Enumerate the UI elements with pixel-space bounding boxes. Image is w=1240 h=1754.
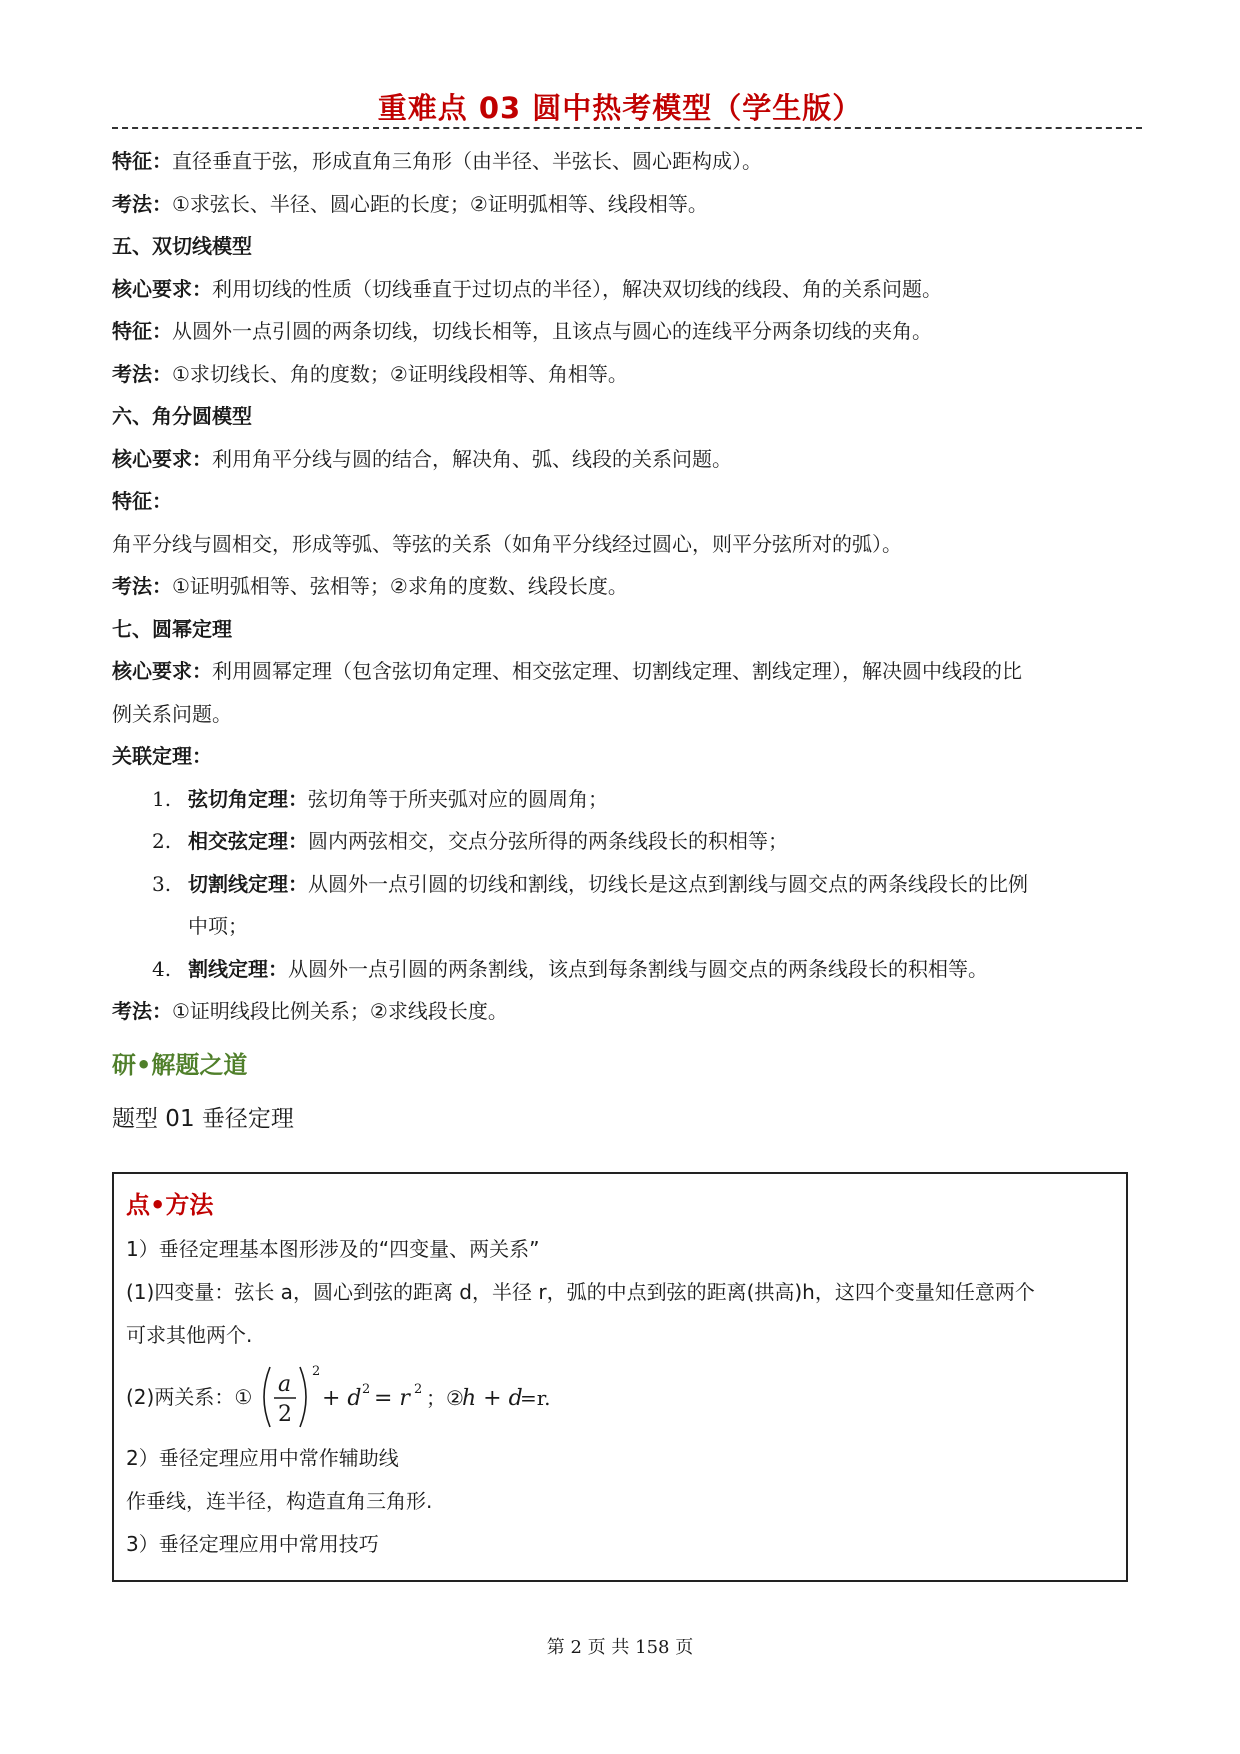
theorem-number: 2.: [152, 829, 172, 853]
theorem-number: 1.: [152, 786, 172, 811]
theorem-label: 切割线定理：: [188, 871, 308, 896]
method-line: 3）垂径定理应用中常用技巧: [126, 1532, 379, 1556]
line-text: ①求切线长、角的度数；②证明线段相等、角相等。: [172, 361, 628, 386]
formula-numerator: a: [278, 1372, 292, 1397]
content-line: [112, 650, 1132, 693]
theorem-text: 圆内两弦相交，交点分弦所得的两条线段长的积相等；: [308, 829, 788, 853]
formula-line: [126, 1357, 1114, 1437]
formula-plus-d: + d: [322, 1386, 362, 1411]
d-exponent: 2: [362, 1382, 371, 1397]
line-text: 直径垂直于弦，形成直角三角形（由半径、半弦长、圆心距构成）。: [172, 149, 762, 173]
final-method-line: [112, 990, 1132, 1033]
method-line: 1）垂径定理基本图形涉及的“四变量、两关系”: [126, 1237, 540, 1261]
method-line: 作垂线，连半径，构造直角三角形.: [126, 1489, 433, 1513]
theorem-label: 割线定理：: [188, 956, 288, 981]
content-lines: [112, 140, 1132, 778]
content-line: [112, 480, 1132, 523]
content-line: [112, 565, 1132, 608]
theorem-label: 相交弦定理：: [188, 829, 308, 853]
method-line: 可求其他两个.: [126, 1323, 253, 1347]
r-exponent: 2: [414, 1382, 423, 1397]
content-line: [112, 523, 1132, 566]
paren-exponent: 2: [312, 1364, 321, 1379]
theorem-number: 3.: [152, 871, 172, 896]
line-text: 利用圆幂定理（包含弦切角定理、相交弦定理、切割线定理、割线定理），解决圆中线段的比: [212, 659, 1022, 683]
formula-prefix: (2)两关系：①: [126, 1385, 253, 1409]
final-method-label: 考法：: [112, 999, 172, 1023]
formula-eq-r: = r: [374, 1386, 411, 1411]
line-label: 特征：: [112, 149, 172, 173]
right-paren: [300, 1367, 306, 1427]
page-footer: 第 2 页 共 158 页: [546, 1637, 694, 1658]
formula-denominator: 2: [278, 1402, 293, 1427]
line-text: 利用角平分线与圆的结合，解决角、弧、线段的关系问题。: [212, 446, 732, 471]
line-text: 利用切线的性质（切线垂直于过切点的半径），解决双切线的线段、角的关系问题。: [212, 276, 942, 301]
formula-second: h + d: [462, 1386, 523, 1411]
line-label: 六、角分圆模型: [112, 404, 252, 428]
theorem-label: 弦切角定理：: [188, 786, 308, 811]
line-label: 核心要求：: [112, 446, 212, 471]
content-line: [112, 693, 1132, 736]
line-label: 特征：: [112, 489, 172, 513]
theorem-item: [112, 820, 1132, 863]
method-box-title: 点•方法: [126, 1191, 214, 1219]
line-text: 角平分线与圆相交，形成等弧、等弦的关系（如角平分线经过圆心，则平分弦所对的弧）。: [112, 531, 902, 556]
theorem-list: [112, 778, 1132, 991]
formula-semicolon: ；②: [426, 1386, 465, 1410]
line-text: ①求弦长、半径、圆心距的长度；②证明弧相等、线段相等。: [172, 191, 708, 216]
method-line: (1)四变量：弦长 a，圆心到弦的距离 d，半径 r，弧的中点到弦的距离(拱高)h，这四个变量知任意两个: [126, 1280, 1035, 1304]
line-text: ①证明弧相等、弦相等；②求角的度数、线段长度。: [172, 574, 628, 598]
final-method-text: ①证明线段比例关系；②求线段长度。: [172, 999, 508, 1023]
content-line: [112, 353, 1132, 396]
line-label: 考法：: [112, 191, 172, 216]
content-line: [112, 438, 1132, 481]
theorem-text: 从圆外一点引圆的切线和割线，切线长是这点到割线与圆交点的两条线段长的比例: [308, 871, 1028, 896]
line-label: 考法：: [112, 361, 172, 386]
content-line: [112, 735, 1132, 778]
theorem-continuation: 中项；: [188, 914, 248, 938]
line-label: 核心要求：: [112, 276, 212, 301]
line-label: 七、圆幂定理: [112, 616, 232, 641]
page-header-title: 重难点 03 圆中热考模型（学生版）: [377, 91, 863, 125]
left-paren: [264, 1367, 270, 1427]
line-label: 特征：: [112, 319, 172, 343]
theorem-text: 弦切角等于所夹弧对应的圆周角；: [308, 786, 608, 811]
line-label: 核心要求：: [112, 659, 212, 683]
main-content: [112, 140, 1132, 1147]
line-text: 例关系问题。: [112, 701, 232, 726]
method-line: 2）垂径定理应用中常作辅助线: [126, 1446, 399, 1470]
content-line: [112, 310, 1132, 353]
line-text: 从圆外一点引圆的两条切线，切线长相等，且该点与圆心的连线平分两条切线的夹角。: [172, 319, 932, 343]
formula-second-end: =r.: [520, 1386, 551, 1410]
header-divider: [112, 127, 1142, 129]
theorem-number: 4.: [152, 956, 172, 981]
theorem-item: [112, 863, 1132, 906]
content-line: [112, 395, 1132, 438]
theorem-item: [112, 948, 1132, 991]
method-box: [112, 1172, 1128, 1582]
line-label: 关联定理：: [112, 744, 212, 768]
line-label: 考法：: [112, 574, 172, 598]
content-line: [112, 608, 1132, 651]
theorem-item: [112, 778, 1132, 821]
theorem-text: 从圆外一点引圆的两条割线，该点到每条割线与圆交点的两条线段长的积相等。: [288, 956, 988, 981]
content-line: [112, 183, 1132, 226]
section-title: 研•解题之道: [112, 1050, 248, 1079]
content-line: [112, 225, 1132, 268]
question-type-heading: 题型 01 垂径定理: [112, 1105, 294, 1132]
content-line: [112, 140, 1132, 183]
formula-graphic: [256, 1361, 556, 1433]
line-label: 五、双切线模型: [112, 234, 252, 258]
content-line: [112, 268, 1132, 311]
